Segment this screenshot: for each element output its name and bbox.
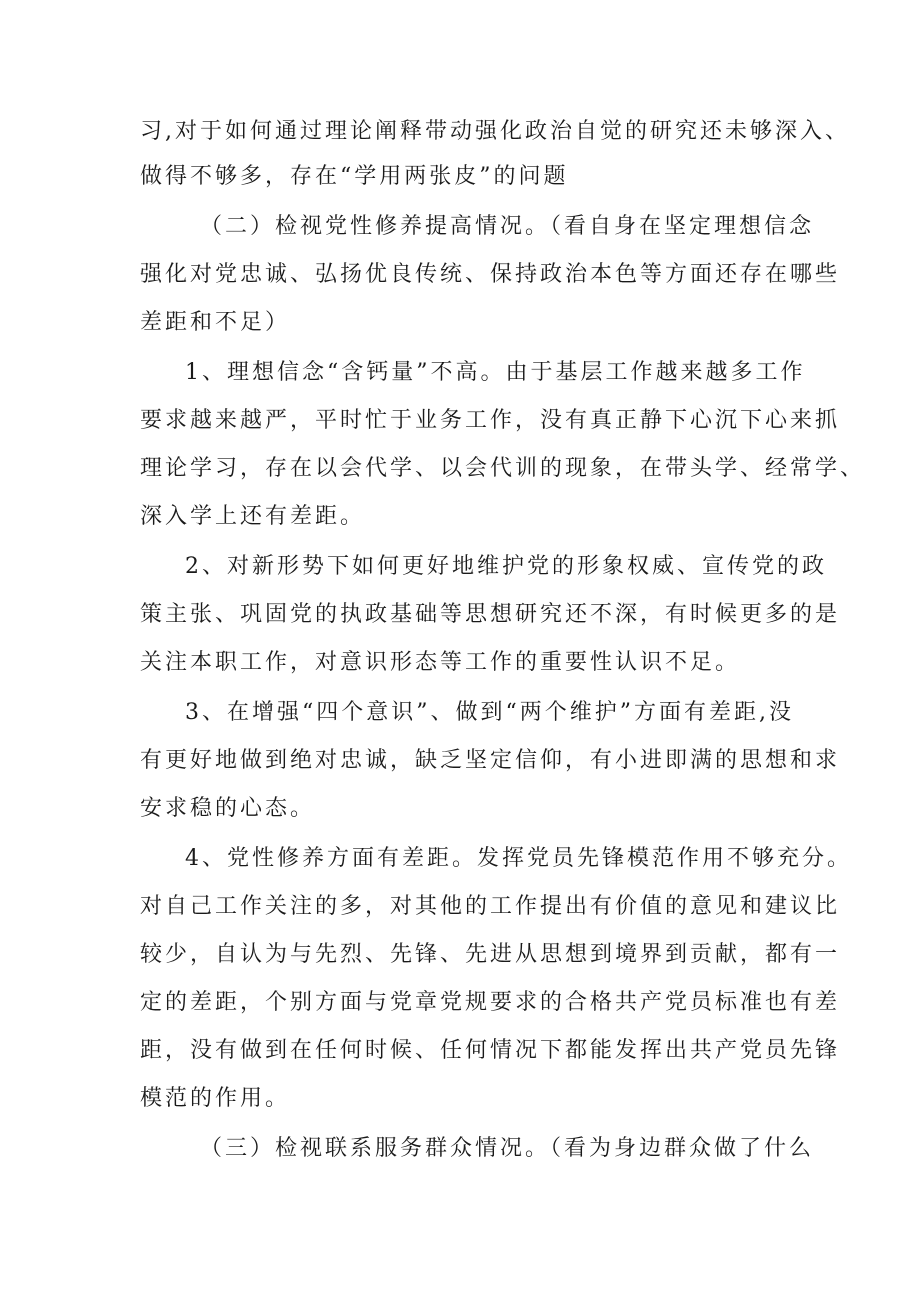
item-4-line-6: 模范的作用。 xyxy=(140,1086,291,1111)
item-2-line-1: 2、对新形势下如何更好地维护党的形象权威、宣传党的政 xyxy=(185,554,827,579)
item-2-line-2: 策主张、巩固党的执政基础等思想研究还不深，有时候更多的是 xyxy=(140,602,841,627)
item-1-line-1: 1、理想信念“含钙量”不高。由于基层工作越来越多工作 xyxy=(185,360,806,385)
item-2-line-3: 关注本职工作，对意识形态等工作的重要性认识不足。 xyxy=(140,650,741,675)
item-3-line-2: 有更好地做到绝对忠诚，缺乏坚定信仰，有小进即满的思想和求 xyxy=(140,748,841,773)
item-4-line-3: 较少，自认为与先烈、先锋、先进从思想到境界到贡献，都有一 xyxy=(140,942,841,967)
item-4-line-4: 定的差距，个别方面与党章党规要求的合格共产党员标准也有差 xyxy=(140,990,841,1015)
text-line-1: 习,对于如何通过理论阐释带动强化政治自觉的研究还未够深入、 xyxy=(140,119,850,144)
item-1-line-2: 要求越来越严，平时忙于业务工作，没有真正静下心沉下心来抓 xyxy=(140,408,841,433)
item-1-line-3: 理论学习，存在以会代学、以会代训的现象，在带头学、经常学、 xyxy=(140,456,866,481)
item-1-line-4: 深入学上还有差距。 xyxy=(140,504,366,529)
text-line-2: 做得不够多，存在“学用两张皮”的问题 xyxy=(140,164,569,189)
text-line-4: 强化对党忠诚、弘扬优良传统、保持政治本色等方面还存在哪些 xyxy=(140,262,841,287)
text-line-5: 差距和不足） xyxy=(140,310,291,335)
item-4-line-2: 对自己工作关注的多，对其他的工作提出有价值的意见和建议比 xyxy=(140,894,841,919)
section-heading-2: （二）检视党性修养提高情况。（看自身在坚定理想信念 xyxy=(200,214,815,239)
item-4-line-1: 4、党性修养方面有差距。发挥党员先锋模范作用不够充分。 xyxy=(185,846,852,871)
section-heading-3: （三）检视联系服务群众情况。（看为身边群众做了什么 xyxy=(200,1136,815,1161)
item-3-line-1: 3、在增强“四个意识”、做到“两个维护”方面有差距,没 xyxy=(185,700,794,725)
item-4-line-5: 距，没有做到在任何时候、任何情况下都能发挥出共产党员先锋 xyxy=(140,1038,841,1063)
item-3-line-3: 安求稳的心态。 xyxy=(140,796,316,821)
